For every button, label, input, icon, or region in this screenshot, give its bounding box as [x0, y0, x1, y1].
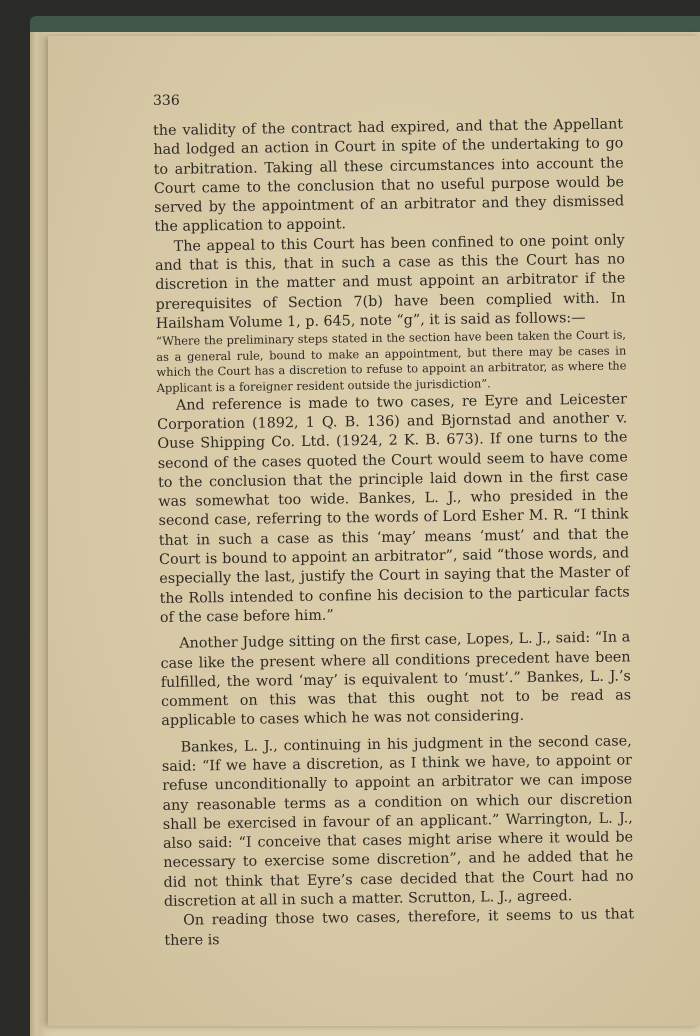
- paragraph-6: On reading those two cases, therefore, it seems to us that there is: [164, 906, 635, 949]
- paragraph-1: the validity of the contract had expired, and that the Appellant had lodged an action in Court in spite of the undertaking to go to arbitration. Taking all these circumstances into account the Court came to the conclusion that no useful purpose would be served by the appointment of an arbitrator and they dismissed the application to appoint.: [153, 116, 625, 236]
- page-number: 336: [153, 93, 180, 109]
- paragraph-2: The appeal to this Court has been confined to one point only and that is this, that in such a case as this the Court has no discretion in the matter and must appoint an arbitrator if the prerequisites of Section 7(b) have been complied with. In Hailsham Volume 1, p. 645, note “g”, it is said as follows:—: [154, 232, 626, 332]
- page-body: [153, 115, 635, 950]
- block-quote: “Where the preliminary steps stated in the section have been taken the Court is, as a general rule, bound to make an appointment, but there may be cases in which the Court has a discretion to refuse to appoint an arbitrator, as where the Applicant is a foreigner resident outside the jurisdiction”.: [155, 327, 627, 396]
- paragraph-5: Bankes, L. J., continuing in his judgment in the second case, said: “If we have a discretion, as I think we have, to appoint or refuse unconditionally to appoint an arbitrator we can impose any reasonable terms as a condition on which our discretion shall be exercised in favour of an applicant.” Warrington, L. J., also said: “I conceive that cases might arise where it would be necessary to exercise some discretion”, and he added that he did not think that Eyre’s case decided that the Court had no discretion at all in such a matter. Scrutton, L. J., agreed.: [161, 733, 634, 910]
- paragraph-4: Another Judge sitting on the first case, Lopes, L. J., said: “In a case like the present where all conditions precedent have been fulfilled, the word ‘may’ is equivalent to ‘must’.” Bankes, L. J.’s comment on this was that this ought not to be read as applicable to cases which he was not considering.: [160, 629, 632, 730]
- paragraph-3: And reference is made to two cases, re Eyre and Leicester Corporation (1892, 1 Q. B. 136) and Bjornstad and another v. Ouse Shipping Co. Ltd. (1924, 2 K. B. 673). If one turns to the second of the cases quoted the Court would seem to have come to the conclusion that the principle laid down in the first case was somewhat too wide. Bankes, L. J., who presided in the second case, referring to the words of Lord Esher M. R. “I think that in such a case as this ‘may’ means ‘must’ and that the Court is bound to appoint an arbitrator”, said “those words, and especially the last, justify the Court in saying that the Master of the Rolls intended to confine his decision to the particular facts of the case before him.”: [157, 391, 630, 626]
